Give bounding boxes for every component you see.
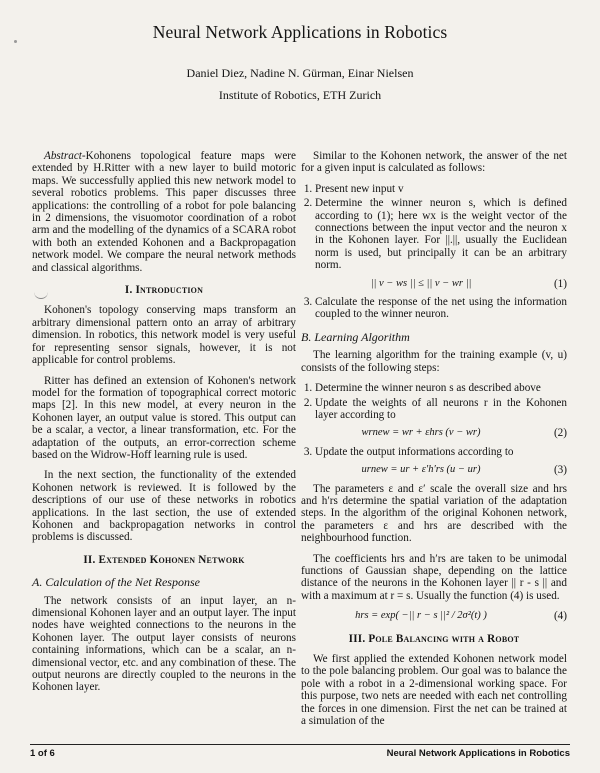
intro-paragraph-1: Kohonen's topology conserving maps transform an arbitrary dimensional pattern onto an array of arbitrary dimension. In robotics, this network model is very useful for representing sensor signals, however, it is not applicable for control problems. [32, 304, 296, 367]
list-item: 2. Determine the winner neuron s, which is defined according to (1); here wx is the weight vector of the connections between the input vector and the neuron x in the Kohonen layer. For ||.||, usually the Euclidean norm is used, but principally it can be an arbitrary norm. [315, 197, 567, 271]
abstract [32, 150, 296, 274]
list-item: 1. Present new input v [315, 183, 567, 195]
paper-title: Neural Network Applications in Robotics [152, 22, 448, 42]
equation-1-expression: || v − ws || ≤ || v − wr || [370, 277, 472, 289]
net-response-paragraph: The network consists of an input layer, an n-dimensional Kohonen layer and an output layer. The input nodes have weighted connections to the neurons in the Kohonen layer. The output layer consists of neurons containing informations, which can be a scalar, an n-dimensional vector, etc. and any combination of these. The output neurons are directly coupled to the neurons in the Kohonen layer. [32, 594, 296, 694]
response-steps-list-cont [301, 296, 567, 321]
equation-2-expression: wrnew = wr + εhrs (v − wr) [361, 427, 481, 439]
coefficients-paragraph: The coefficients hrs and h′rs are taken to be unimodal functions of Gaussian shape, depending on the lattice distance of the neurons in the Kohonen layer || r - s || and with a maximum at r = s. Usually the function (4) is used. [301, 552, 567, 602]
subsection-net-response-heading: A. Calculation of the Net Response [32, 575, 200, 590]
section-introduction-heading: I. Introduction [124, 284, 204, 297]
subsection-learning-heading: B. Learning Algorithm [301, 329, 410, 344]
list-item: 2. Update the weights of all neurons r in the Kohonen layer according to [315, 397, 567, 422]
equation-1 [301, 278, 567, 290]
equation-4-expression: hrs = exp( −|| r − s ||² / 2σ²(t) ) [355, 610, 487, 622]
learning-steps-list-cont [301, 446, 567, 458]
parameters-paragraph: The parameters ε and ε′ scale the overall size and hrs and h′rs determine the spatial variation of the adaptation steps. In the algorithm of the original Kohonen network, the parameters ε and hrs are described with the neighbourhood function. [301, 482, 567, 545]
right-column [301, 150, 567, 735]
equation-3-number: (3) [553, 464, 567, 477]
affiliation: Institute of Robotics, ETH Zurich [218, 88, 382, 102]
abstract-text: Kohonens topological feature maps were extended by H.Ritter with a new layer to build motoric maps. We successfully applied this new network model to several robotics problems. This paper discusses three applications: the controlling of a robot for pole balancing in 2 dimensions, the visuomotor coordination of a robot arm and the modelling of the dynamics of a SCARA robot with both an extended Kohonen and a Backpropagation network model. We compare the neural network methods and classical algorithms. [32, 150, 296, 274]
learning-intro-paragraph: The learning algorithm for the training example (v, u) consists of the following steps: [301, 349, 567, 374]
list-item: 3. Calculate the response of the net using the information coupled to the winner neuron. [315, 296, 567, 321]
equation-2-number: (2) [553, 427, 567, 440]
response-steps-list [301, 183, 567, 272]
list-item: 3. Update the output informations according to [315, 446, 567, 458]
intro-paragraph-3: In the next section, the functionality of the extended Kohonen network is reviewed. It is followed by the descriptions of our use of these networks in robotics applications. In the last section, the use of extended Kohonen and backpropagation networks in control problems is discussed. [32, 469, 296, 544]
section-pole-balancing-heading: III. Pole Balancing with a Robot [348, 632, 520, 645]
equation-4 [301, 610, 567, 622]
intro-paragraph-2: Ritter has defined an extension of Kohonen's network model for the formation of topographical correct motoric maps [2]. In this new model, at every neuron in the Kohonen layer, an output value is stored. This output can be a scalar, a vector, a linear transformation, etc. For the adaptation of the outputs, an error-correction scheme based on the Widrow-Hoff learning rule is used. [32, 374, 296, 461]
section-extended-kohonen-heading: II. Extended Kohonen Network [83, 553, 245, 566]
learning-steps-list [301, 382, 567, 421]
equation-3-expression: urnew = ur + ε′h′rs (u − ur) [361, 464, 481, 476]
left-column [32, 150, 296, 702]
pole-balancing-paragraph: We first applied the extended Kohonen network model to the pole balancing problem. Our goal was to balance the pole with a robot in a 2-dimensional working space. For this purpose, two nets are needed with each net controlling the forces in one dimension. First the net can be trained at a simulation of the [301, 653, 567, 728]
equation-4-number: (4) [553, 610, 567, 623]
abstract-label: Abstract- [44, 150, 86, 162]
equation-3 [301, 464, 567, 476]
page-number: 1 of 6 [30, 748, 55, 759]
running-title: Neural Network Applications in Robotics [386, 748, 570, 759]
response-intro-paragraph: Similar to the Kohonen network, the answer of the net for a given input is calculated as follows: [301, 150, 567, 175]
equation-2 [301, 427, 567, 439]
author-list: Daniel Diez, Nadine N. Gürman, Einar Nielsen [186, 66, 414, 80]
page-footer [30, 744, 570, 759]
equation-1-number: (1) [553, 277, 567, 290]
list-item: 1. Determine the winner neuron s as described above [315, 382, 567, 394]
